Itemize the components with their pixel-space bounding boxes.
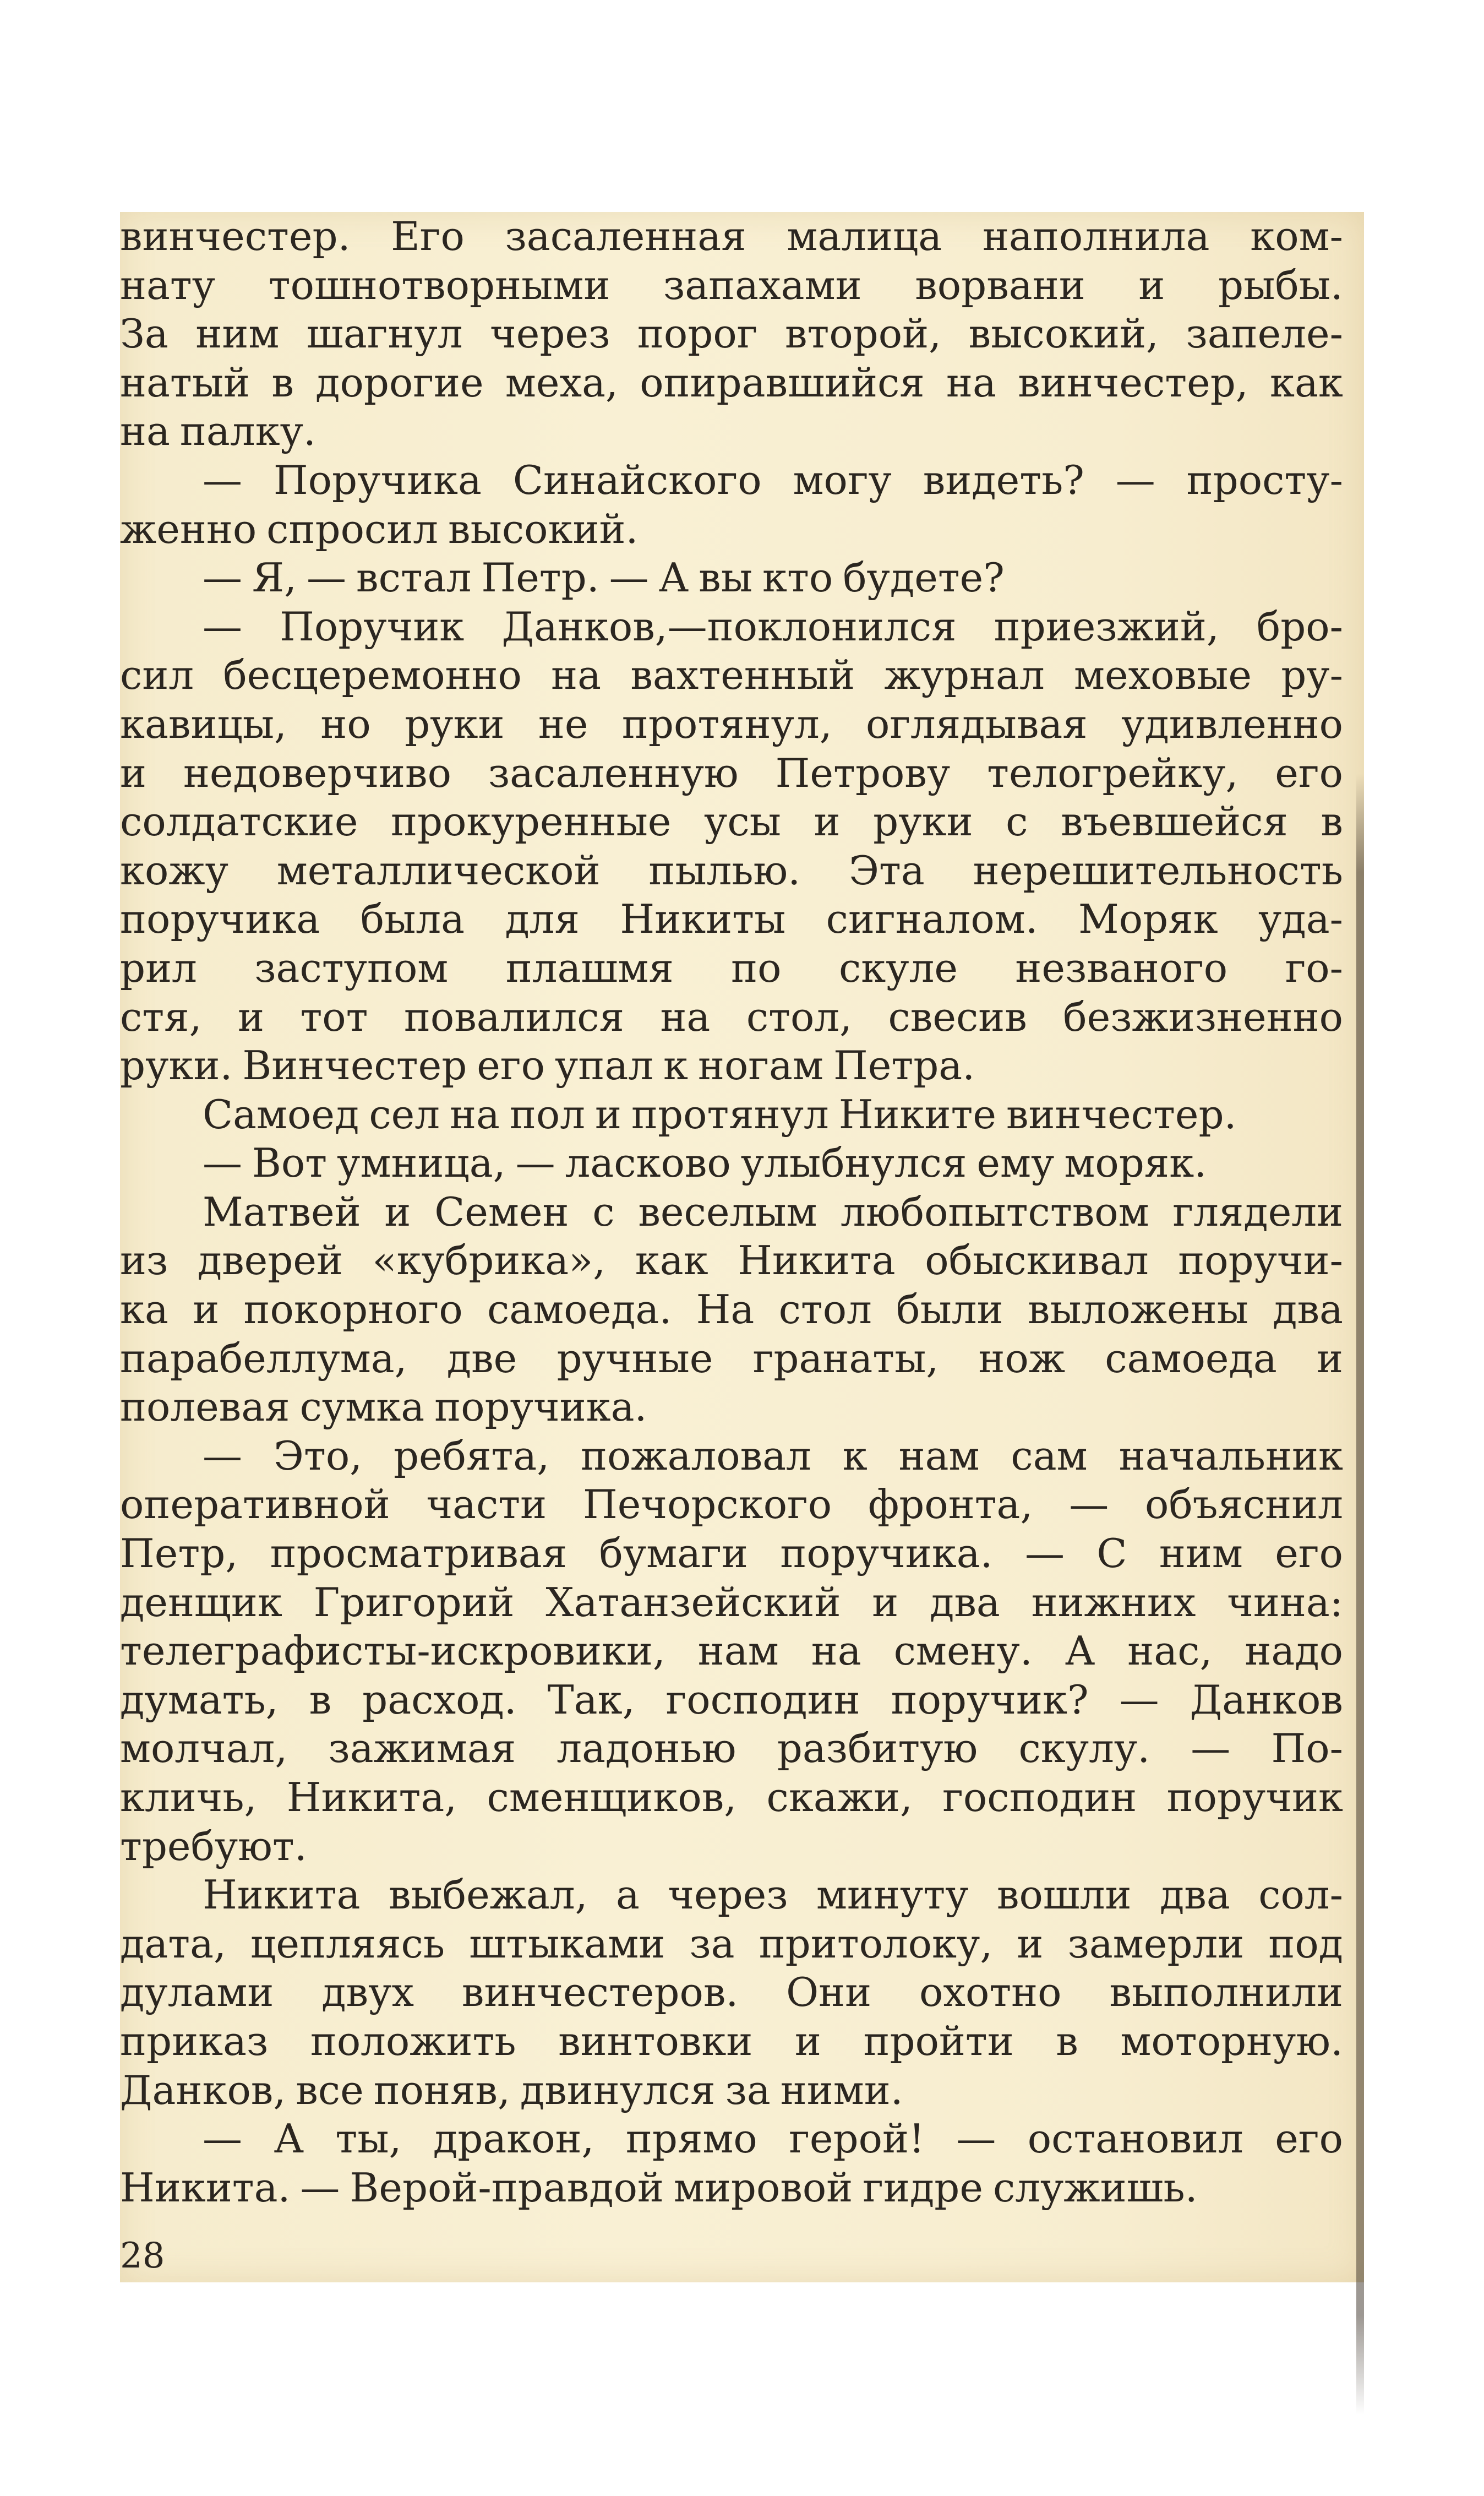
text-line: — Я, — встал Петр. — А вы кто будете? [203, 554, 1005, 601]
text-line: женно спросил высокий. [120, 505, 639, 552]
text-line: и недоверчиво засаленную Петрову телогрейку, его [120, 749, 1343, 796]
text-line: винчестер. Его засаленная малица наполнила ком- [120, 213, 1343, 259]
text-line: парабеллума, две ручные гранаты, нож самоеда и [120, 1335, 1343, 1382]
text-line: рил заступом плашмя по скуле незваного го- [120, 944, 1343, 991]
text-line: молчал, зажимая ладонью разбитую скулу. — По- [120, 1725, 1343, 1772]
text-line: полевая сумка поручика. [120, 1384, 647, 1431]
text-line: требуют. [120, 1823, 307, 1869]
book-page [120, 212, 1364, 2282]
text-line: оперативной части Печорского фронта, — объяснил [120, 1481, 1343, 1528]
text-line: натый в дорогие меха, опиравшийся на винчестер, как [120, 359, 1343, 406]
text-line: поручика была для Никиты сигналом. Моряк уда- [120, 896, 1343, 943]
text-line: кличь, Никита, сменщиков, скажи, господин поручик [120, 1774, 1343, 1820]
text-line: Данков, все поняв, двинулся за ними. [120, 2067, 903, 2113]
text-line: кожу металлической пылью. Эта нерешительность [120, 847, 1343, 894]
text-line: нату тошнотворными запахами ворвани и рыбы. [120, 262, 1343, 308]
page-number: 28 [120, 2236, 165, 2276]
text-line: приказ положить винтовки и пройти в моторную. [120, 2018, 1343, 2064]
text-line: на палку. [120, 408, 316, 455]
text-line: — Вот умница, — ласково улыбнулся ему моряк. [203, 1140, 1207, 1187]
text-line: дата, цепляясь штыками за притолоку, и замерли под [120, 1920, 1343, 1967]
text-line: телеграфисты-искровики, нам на смену. А нас, надо [120, 1628, 1343, 1674]
text-line: Петр, просматривая бумаги поручика. — С ним его [120, 1530, 1343, 1577]
text-line: из дверей «кубрика», как Никита обыскивал поручи- [120, 1237, 1343, 1284]
text-line: кавицы, но руки не протянул, оглядывая удивленно [120, 700, 1343, 747]
text-line: ка и покорного самоеда. На стол были выложены два [120, 1286, 1343, 1333]
text-line: руки. Винчестер его упал к ногам Петра. [120, 1042, 975, 1089]
text-line: Самоед сел на пол и протянул Никите винчестер. [203, 1091, 1237, 1138]
text-line: думать, в расход. Так, господин поручик? — Данков [120, 1676, 1343, 1723]
text-line: сил бесцеремонно на вахтенный журнал меховые ру- [120, 652, 1343, 699]
page-edge-shadow [1356, 774, 1364, 2415]
text-line: денщик Григорий Хатанзейский и два нижних чина: [120, 1579, 1343, 1625]
text-line: дулами двух винчестеров. Они охотно выполнили [120, 1969, 1343, 2016]
text-line: — А ты, дракон, прямо герой! — остановил его [203, 2116, 1343, 2162]
text-line: — Это, ребята, пожаловал к нам сам начальник [203, 1432, 1343, 1479]
text-line: За ним шагнул через порог второй, высокий, запеле- [120, 311, 1343, 357]
body-text [120, 212, 1343, 2212]
text-line: — Поручик Данков,—поклонился приезжий, бро- [203, 603, 1343, 650]
text-line: солдатские прокуренные усы и руки с въевшейся в [120, 798, 1343, 845]
text-line: — Поручика Синайского могу видеть? — просту- [203, 456, 1343, 503]
text-line: Никита выбежал, а через минуту вошли два сол- [203, 1872, 1343, 1918]
text-line: Никита. — Верой-правдой мировой гидре служишь. [120, 2164, 1198, 2211]
text-line: Матвей и Семен с веселым любопытством глядели [203, 1188, 1343, 1235]
text-line: стя, и тот повалился на стол, свесив безжизненно [120, 993, 1343, 1040]
